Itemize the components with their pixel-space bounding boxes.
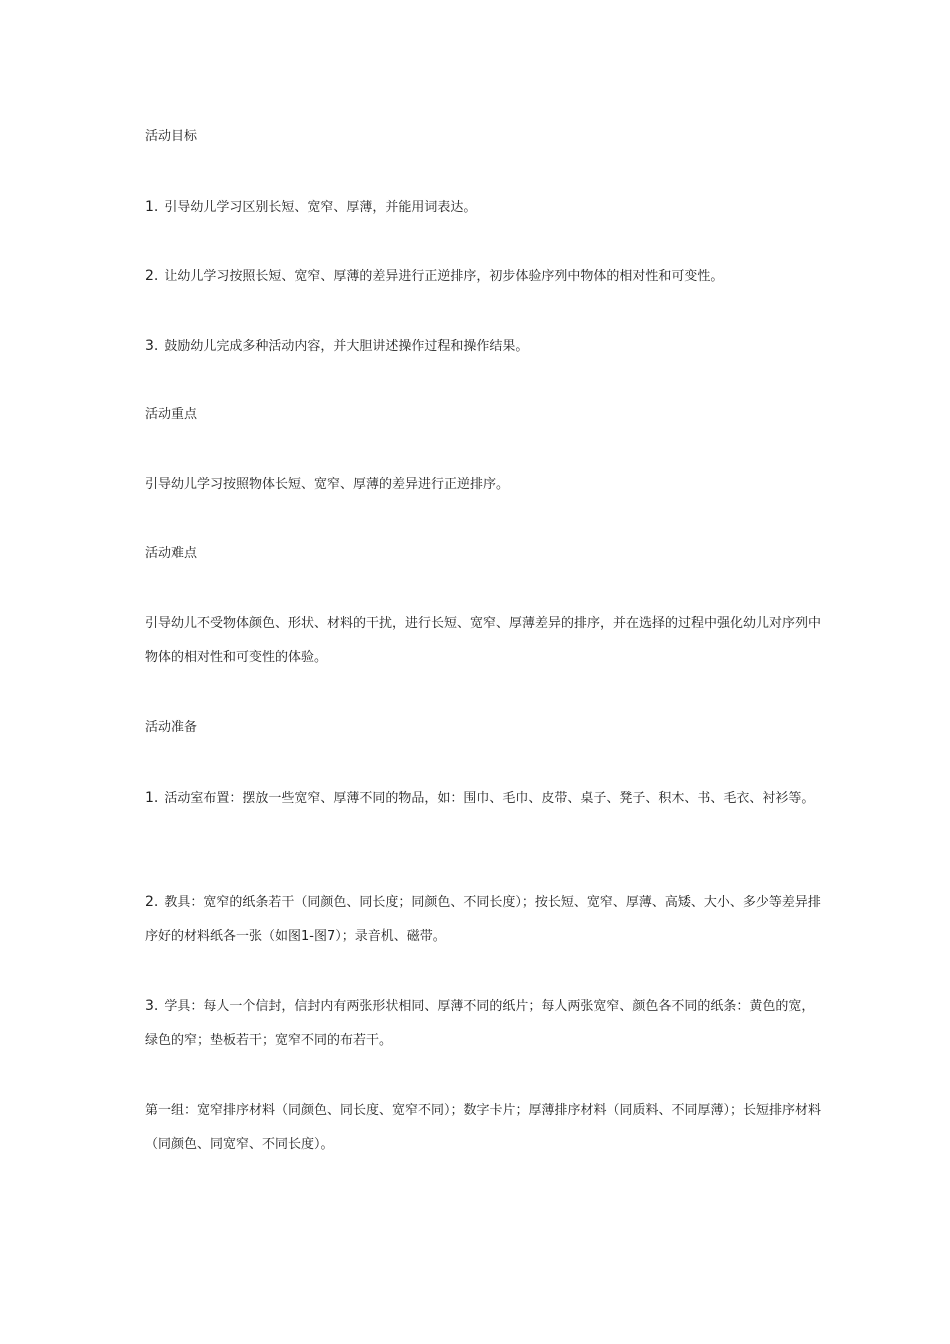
difficulty-heading: 活动难点	[145, 546, 198, 561]
goal-item-1	[145, 190, 825, 225]
goal-item-3	[145, 329, 825, 364]
goal-item-1-number: 1.	[145, 199, 159, 215]
prep-item-2-number: 2.	[145, 894, 159, 910]
prep-heading: 活动准备	[145, 720, 198, 735]
prep-item-3-text: 学具：每人一个信封，信封内有两张形状相同、厚薄不同的纸片；每人两张宽窄、颜色各不同的纸条：黄色的宽，绿色的窄；垫板若干；宽窄不同的布若干。	[145, 999, 815, 1048]
prep-item-2	[145, 885, 825, 954]
prep-item-1-number: 1.	[145, 790, 159, 806]
goal-item-3-text: 鼓励幼儿完成多种活动内容，并大胆讲述操作过程和操作结果。	[164, 339, 529, 354]
key-heading: 活动重点	[145, 407, 198, 422]
group1-text: 第一组：宽窄排序材料（同颜色、同长度、宽窄不同）；数字卡片；厚薄排序材料（同质料、不同厚薄）；长短排序材料（同颜色、同宽窄、不同长度）。	[145, 1103, 822, 1152]
prep-item-3-number: 3.	[145, 998, 159, 1014]
goal-item-3-number: 3.	[145, 338, 159, 354]
goal-item-1-text: 引导幼儿学习区别长短、宽窄、厚薄，并能用词表达。	[164, 200, 477, 215]
prep-item-1	[145, 781, 825, 816]
prep-item-3	[145, 989, 825, 1058]
key-text: 引导幼儿学习按照物体长短、宽窄、厚薄的差异进行正逆排序。	[145, 477, 510, 492]
goal-item-2-text: 让幼儿学习按照长短、宽窄、厚薄的差异进行正逆排序，初步体验序列中物体的相对性和可变性。	[164, 269, 724, 284]
difficulty-text: 引导幼儿不受物体颜色、形状、材料的干扰，进行长短、宽窄、厚薄差异的排序，并在选择的过程中强化幼儿对序列中物体的相对性和可变性的体验。	[145, 616, 822, 665]
goal-heading: 活动目标	[145, 129, 198, 144]
prep-item-1-text: 活动室布置：摆放一些宽窄、厚薄不同的物品，如：围巾、毛巾、皮带、桌子、凳子、积木、书、毛衣、衬衫等。	[164, 791, 815, 806]
goal-item-2-number: 2.	[145, 268, 159, 284]
prep-item-2-text: 教具：宽窄的纸条若干（同颜色、同长度；同颜色、不同长度）；按长短、宽窄、厚薄、高矮、大小、多少等差异排序好的材料纸各一张（如图1-图7）；录音机、磁带。	[145, 895, 821, 944]
goal-item-2	[145, 259, 825, 294]
